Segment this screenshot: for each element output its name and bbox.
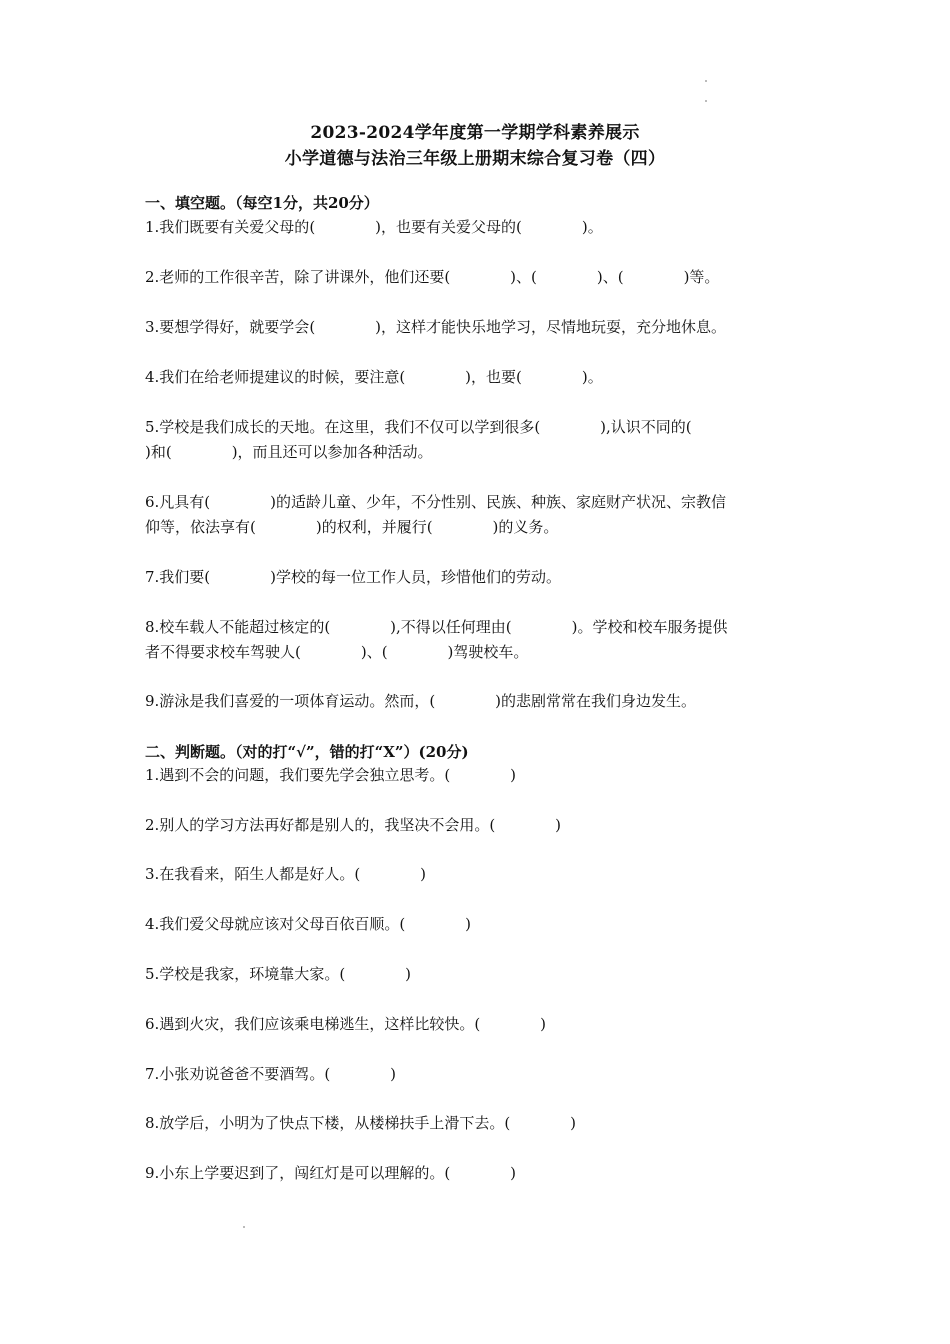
judge-question-2 [145, 813, 810, 838]
question-line: 3.在我看来，陌生人都是好人。( ) [145, 865, 427, 883]
scan-speck-bottom-left [243, 1226, 245, 1228]
fill-question-4 [145, 365, 810, 390]
question-line: 8.校车载人不能超过核定的( ),不得以任何理由( )。学校和校车服务提供 [145, 618, 728, 636]
scan-speck-top-right-2 [705, 100, 707, 102]
fill-question-8 [145, 615, 810, 665]
question-line: 5.学校是我家，环境靠大家。( ) [145, 965, 412, 983]
judge-question-3 [145, 862, 810, 887]
question-line: 9.小东上学要迟到了，闯红灯是可以理解的。( ) [145, 1164, 517, 1182]
fill-question-1 [145, 215, 810, 240]
question-line: 9.游泳是我们喜爱的一项体育运动。然而，( )的悲剧常常在我们身边发生。 [145, 692, 697, 710]
fill-question-6 [145, 490, 810, 540]
judge-question-5 [145, 962, 810, 987]
section-true-false-title: 二、判断题。（对的打“√”，错的打“X”）(20分) [145, 743, 469, 761]
section-fill-in-blank-title: 一、填空题。（每空1分，共20分） [145, 194, 379, 212]
question-line: 7.我们要( )学校的每一位工作人员，珍惜他们的劳动。 [145, 568, 562, 586]
fill-question-2 [145, 265, 810, 290]
document-title-line1: 2023-2024学年度第一学期学科素养展示 [310, 123, 640, 143]
question-line: 5.学校是我们成长的天地。在这里，我们不仅可以学到很多( ),认识不同的( [145, 418, 692, 436]
judge-question-9 [145, 1161, 810, 1186]
scan-speck-top-right-1 [705, 80, 707, 82]
question-line: 6.遇到火灾，我们应该乘电梯逃生，这样比较快。( ) [145, 1015, 547, 1033]
question-line: 3.要想学得好，就要学会( )，这样才能快乐地学习，尽情地玩耍，充分地休息。 [145, 318, 727, 336]
question-line: 6.凡具有( )的适龄儿童、少年，不分性别、民族、种族、家庭财产状况、宗教信 [145, 493, 727, 511]
document-title-line2: 小学道德与法治三年级上册期末综合复习卷（四） [284, 149, 666, 169]
question-line: 8.放学后，小明为了快点下楼，从楼梯扶手上滑下去。( ) [145, 1114, 577, 1132]
judge-question-8 [145, 1111, 810, 1136]
fill-question-3 [145, 315, 810, 340]
fill-question-5 [145, 415, 810, 465]
question-line: 7.小张劝说爸爸不要酒驾。( ) [145, 1065, 397, 1083]
question-line: 仰等，依法享有( )的权利，并履行( )的义务。 [145, 518, 559, 536]
fill-question-9 [145, 689, 810, 714]
judge-question-7 [145, 1062, 810, 1087]
judge-question-1 [145, 763, 810, 788]
judge-question-6 [145, 1012, 810, 1037]
fill-question-7 [145, 565, 810, 590]
question-line: 2.别人的学习方法再好都是别人的，我坚决不会用。( ) [145, 816, 562, 834]
question-line: 者不得要求校车驾驶人( )、( )驾驶校车。 [145, 643, 529, 661]
question-line: 4.我们在给老师提建议的时候，要注意( )，也要( )。 [145, 368, 603, 386]
question-line: 1.遇到不会的问题，我们要先学会独立思考。( ) [145, 766, 517, 784]
question-line: 2.老师的工作很辛苦，除了讲课外，他们还要( )、( )、( )等。 [145, 268, 720, 286]
question-line: 1.我们既要有关爱父母的( )，也要有关爱父母的( )。 [145, 218, 603, 236]
judge-question-4 [145, 912, 810, 937]
question-line: 4.我们爱父母就应该对父母百依百顺。( ) [145, 915, 472, 933]
question-line: )和( )，而且还可以参加各种活动。 [145, 443, 433, 461]
